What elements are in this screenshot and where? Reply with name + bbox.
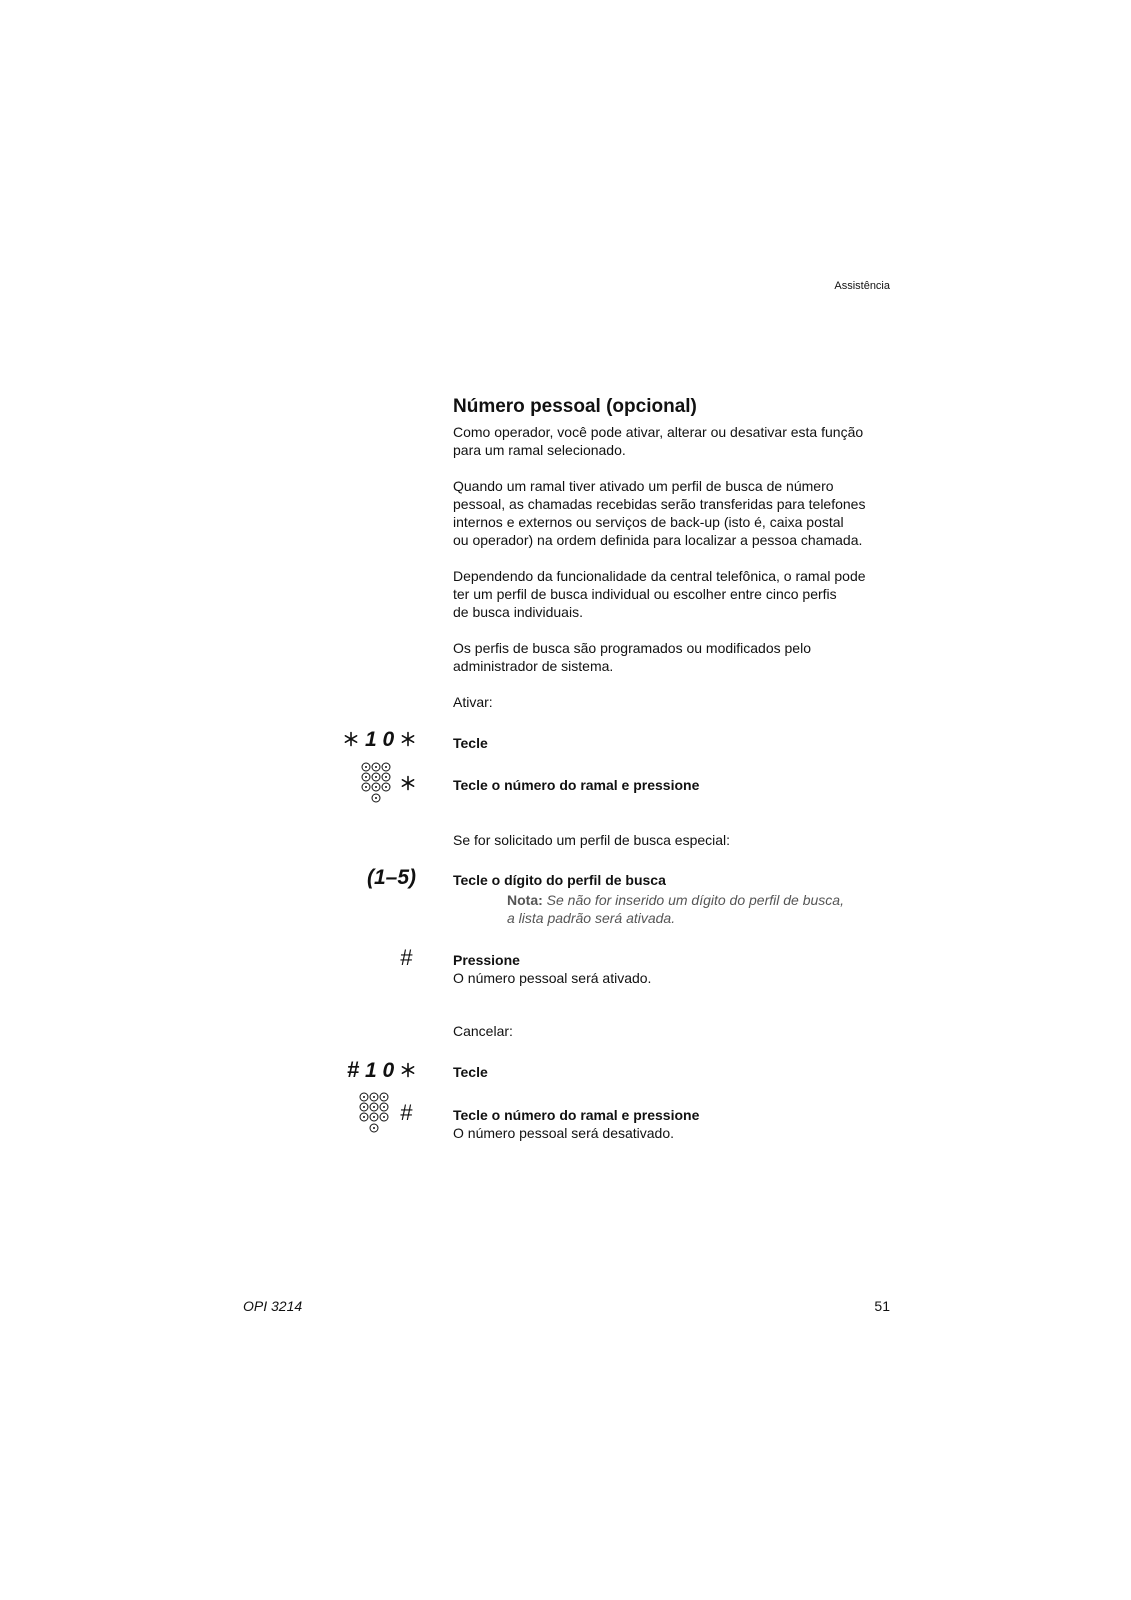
cancel-step-dial: Tecle xyxy=(453,1064,488,1080)
activate-code xyxy=(340,728,416,752)
cancel-result: O número pessoal será desativado. xyxy=(453,1125,675,1141)
note-text-line2: a lista padrão será ativada. xyxy=(507,910,676,926)
paragraph-intro xyxy=(453,423,903,459)
hash-icon: # xyxy=(400,1100,413,1125)
page-title: Número pessoal (opcional) xyxy=(453,396,697,417)
note-text: Se não for inserido um dígito do perfil de busca, xyxy=(546,892,844,908)
hash-icon: # xyxy=(400,945,413,970)
activate-step-profile-digit: Tecle o dígito do perfil de busca xyxy=(453,872,666,888)
activate-code-digits: 1 0 xyxy=(364,728,395,751)
cancel-code xyxy=(340,1057,416,1083)
special-profile-text: Se for solicitado um perfil de busca especial: xyxy=(453,832,731,848)
text-line: Dependendo da funcionalidade da central telefônica, o ramal pode xyxy=(453,568,866,584)
text-line: de busca individuais. xyxy=(453,604,583,620)
text-line: Como operador, você pode ativar, alterar ou desativar esta função xyxy=(453,424,864,440)
star-icon xyxy=(400,775,416,796)
page-number: 51 xyxy=(874,1298,890,1314)
text-line: internos e externos ou serviços de back-up (isto é, caixa postal xyxy=(453,514,844,530)
text-line: administrador de sistema. xyxy=(453,658,614,674)
profile-range-code: (1–5) xyxy=(366,866,416,889)
cancel-step-extension: Tecle o número do ramal e pressione xyxy=(453,1107,700,1123)
cancel-label: Cancelar: xyxy=(453,1023,513,1039)
star-icon xyxy=(400,728,416,751)
activate-result: O número pessoal será ativado. xyxy=(453,970,652,986)
section-header: Assistência xyxy=(834,280,890,292)
star-icon xyxy=(343,728,359,751)
paragraph-admin xyxy=(453,639,903,675)
text-line: ou operador) na ordem definida para localizar a pessoa chamada. xyxy=(453,532,863,548)
paragraph-search-profile xyxy=(453,477,903,549)
note xyxy=(507,891,844,909)
cancel-code-digits: 1 0 xyxy=(364,1059,395,1082)
note-label: Nota: xyxy=(507,892,543,908)
activate-label: Ativar: xyxy=(453,694,493,710)
activate-step-press: Pressione xyxy=(453,952,520,968)
activate-step-extension: Tecle o número do ramal e pressione xyxy=(453,777,700,793)
keypad-icon xyxy=(360,762,392,811)
text-line: pessoal, as chamadas recebidas serão transferidas para telefones xyxy=(453,496,866,512)
keypad-icon xyxy=(358,1092,390,1141)
paragraph-functionality xyxy=(453,567,903,621)
text-line: Os perfis de busca são programados ou modificados pelo xyxy=(453,640,811,656)
activate-step-dial: Tecle xyxy=(453,735,488,751)
text-line: Quando um ramal tiver ativado um perfil de busca de número xyxy=(453,478,834,494)
star-icon xyxy=(400,1059,416,1082)
text-line: ter um perfil de busca individual ou escolher entre cinco perfis xyxy=(453,586,837,602)
text-line: para um ramal selecionado. xyxy=(453,442,626,458)
footer-model: OPI 3214 xyxy=(243,1298,303,1314)
hash-icon: # xyxy=(346,1057,360,1082)
